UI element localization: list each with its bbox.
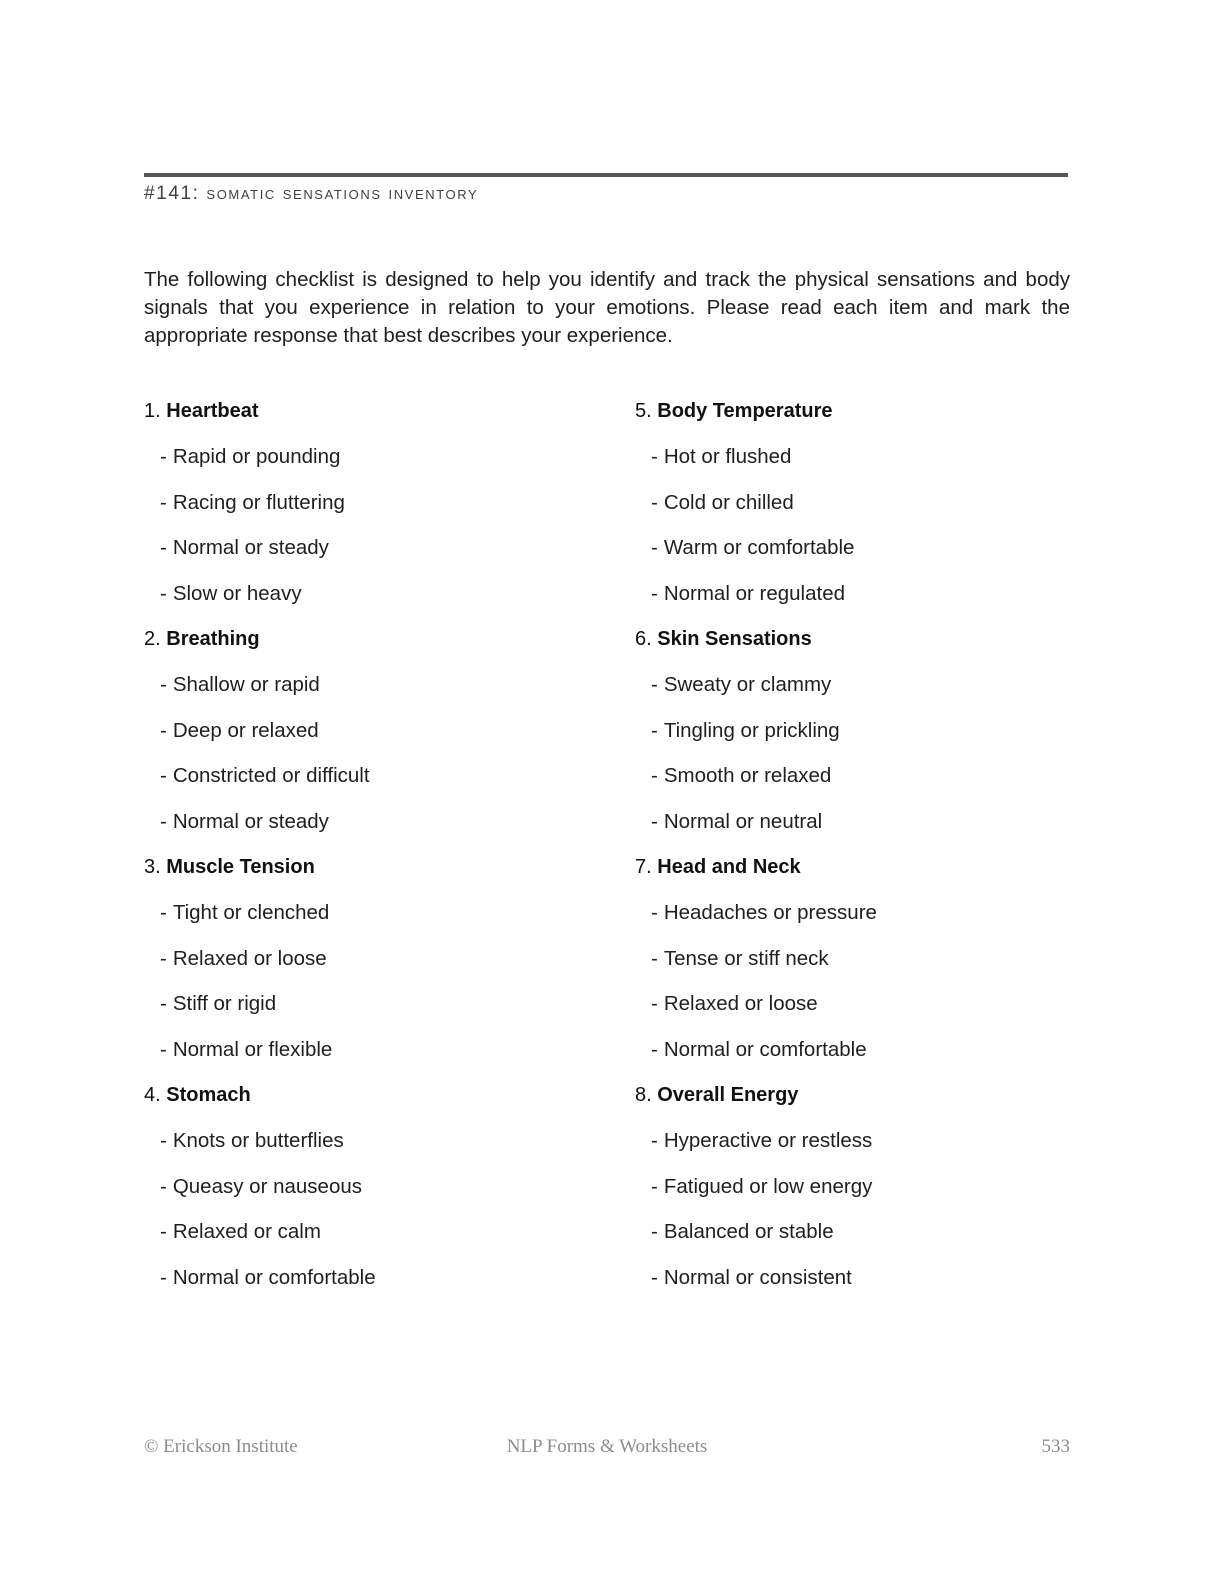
section-title: Skin Sensations [657,628,812,650]
checklist-section [144,1082,624,1310]
dash-icon: - [651,946,658,970]
dash-icon: - [651,673,658,696]
dash-icon: - [651,992,658,1016]
dash-icon: - [160,764,167,788]
option-label: Balanced or stable [663,1220,834,1244]
dash-icon: - [160,445,167,468]
dash-icon: - [651,536,658,560]
dash-icon: - [160,1037,167,1061]
option-list [635,1108,1115,1290]
dash-icon: - [651,1220,658,1244]
option-item[interactable] [160,926,624,972]
dash-icon: - [160,1265,167,1289]
option-item[interactable] [651,880,1115,926]
option-item[interactable] [160,424,624,470]
option-label: Stiff or rigid [172,992,277,1016]
dash-icon: - [651,445,658,468]
option-label: Relaxed or loose [172,946,327,970]
footer-document-title: NLP Forms & Worksheets [506,1436,708,1457]
option-list [635,880,1115,1062]
header-divider-rule [144,173,1068,177]
option-label: Normal or comfortable [172,1265,376,1289]
option-label: Headaches or pressure [663,901,877,924]
option-item[interactable] [160,1108,624,1154]
section-heading [144,626,624,652]
option-list [635,652,1115,834]
section-heading [635,1082,1115,1108]
intro-paragraph: The following checklist is designed to help you identify and track the physical sensations and body signals that you experience in relation to your emotions. Please read each item and mark the appropriate response that best describes your experience. [144,268,1070,347]
option-label: Deep or relaxed [172,718,319,742]
section-heading [635,626,1115,652]
dash-icon: - [651,718,658,742]
option-item[interactable] [160,561,624,607]
option-item[interactable] [160,971,624,1017]
dash-icon: - [651,809,658,833]
dash-icon: - [160,901,167,924]
dash-icon: - [160,946,167,970]
checklist-columns [0,398,1224,1328]
option-item[interactable] [160,652,624,698]
dash-icon: - [160,536,167,560]
option-item[interactable] [160,1154,624,1200]
option-item[interactable] [651,652,1115,698]
section-number: 6. [635,628,652,650]
section-number: 2. [144,628,161,650]
checklist-column-left [144,398,624,1310]
dash-icon: - [651,901,658,924]
section-number: 3. [144,856,161,878]
checklist-section [144,626,624,854]
option-item[interactable] [651,698,1115,744]
page-footer [144,1434,1070,1460]
checklist-section [635,1082,1115,1310]
section-title: Body Temperature [657,400,833,422]
option-item[interactable] [160,698,624,744]
option-label: Tight or clenched [172,901,330,924]
option-label: Knots or butterflies [172,1129,344,1152]
section-number: 7. [635,856,652,878]
option-item[interactable] [160,1199,624,1245]
footer-copyright: © Erickson Institute [144,1436,298,1457]
option-label: Cold or chilled [663,490,794,514]
option-item[interactable] [651,789,1115,835]
dash-icon: - [160,581,167,605]
option-item[interactable] [651,743,1115,789]
dash-icon: - [651,581,658,605]
checklist-section [635,398,1115,626]
option-label: Hyperactive or restless [663,1129,873,1152]
option-label: Sweaty or clammy [663,673,832,696]
option-label: Relaxed or loose [663,992,818,1016]
option-item[interactable] [160,743,624,789]
dash-icon: - [160,809,167,833]
option-item[interactable] [651,971,1115,1017]
section-heading [635,398,1115,424]
option-item[interactable] [651,1245,1115,1291]
option-item[interactable] [160,1245,624,1291]
option-list [144,652,624,834]
option-label: Normal or regulated [663,581,845,605]
option-item[interactable] [651,515,1115,561]
option-label: Normal or flexible [172,1037,333,1061]
dash-icon: - [160,673,167,696]
option-label: Normal or neutral [663,809,823,833]
dash-icon: - [160,1220,167,1244]
section-title: Stomach [166,1084,251,1106]
section-number: 8. [635,1084,652,1106]
option-label: Fatigued or low energy [663,1174,873,1198]
dash-icon: - [651,1129,658,1152]
option-item[interactable] [651,1154,1115,1200]
option-item[interactable] [651,1199,1115,1245]
option-label: Normal or consistent [663,1265,852,1289]
checklist-section [144,854,624,1082]
checklist-section [635,626,1115,854]
option-item[interactable] [160,470,624,516]
option-item[interactable] [651,1017,1115,1063]
option-item[interactable] [160,789,624,835]
option-label: Normal or comfortable [663,1037,867,1061]
dash-icon: - [651,1037,658,1061]
option-list [635,424,1115,606]
dash-icon: - [160,992,167,1016]
option-list [144,424,624,606]
option-label: Rapid or pounding [172,445,341,468]
checklist-column-right [635,398,1115,1310]
section-heading [144,854,624,880]
section-heading [144,1082,624,1108]
dash-icon: - [160,1174,167,1198]
option-label: Slow or heavy [172,581,302,605]
option-item[interactable] [651,561,1115,607]
dash-icon: - [160,490,167,514]
section-number: 5. [635,400,652,422]
option-item[interactable] [160,1017,624,1063]
dash-icon: - [651,1265,658,1289]
option-label: Racing or fluttering [172,490,345,514]
option-label: Tingling or prickling [663,718,840,742]
checklist-section [635,854,1115,1082]
section-title: Overall Energy [657,1084,799,1106]
option-label: Normal or steady [172,809,329,833]
section-title: Head and Neck [657,856,801,878]
option-label: Smooth or relaxed [663,764,832,788]
checklist-section [144,398,624,626]
dash-icon: - [651,764,658,788]
option-list [144,1108,624,1290]
dash-icon: - [651,1174,658,1198]
page-title: #141: somatic sensations inventory [144,183,479,204]
option-item[interactable] [651,470,1115,516]
dash-icon: - [160,718,167,742]
option-label: Normal or steady [172,536,329,560]
section-title: Muscle Tension [166,856,315,878]
option-item[interactable] [160,880,624,926]
option-label: Shallow or rapid [172,673,320,696]
section-number: 4. [144,1084,161,1106]
section-heading [635,854,1115,880]
option-label: Relaxed or calm [172,1220,321,1244]
section-number: 1. [144,400,161,422]
option-item[interactable] [160,515,624,561]
option-label: Hot or flushed [663,445,792,468]
section-title: Heartbeat [166,400,259,422]
option-label: Queasy or nauseous [172,1174,363,1198]
option-item[interactable] [651,926,1115,972]
option-label: Constricted or difficult [172,764,370,788]
footer-page-number: 533 [1041,1436,1070,1457]
dash-icon: - [651,490,658,514]
dash-icon: - [160,1129,167,1152]
option-item[interactable] [651,424,1115,470]
option-label: Tense or stiff neck [663,946,829,970]
option-item[interactable] [651,1108,1115,1154]
option-label: Warm or comfortable [663,536,855,560]
section-heading [144,398,624,424]
section-title: Breathing [166,628,260,650]
option-list [144,880,624,1062]
